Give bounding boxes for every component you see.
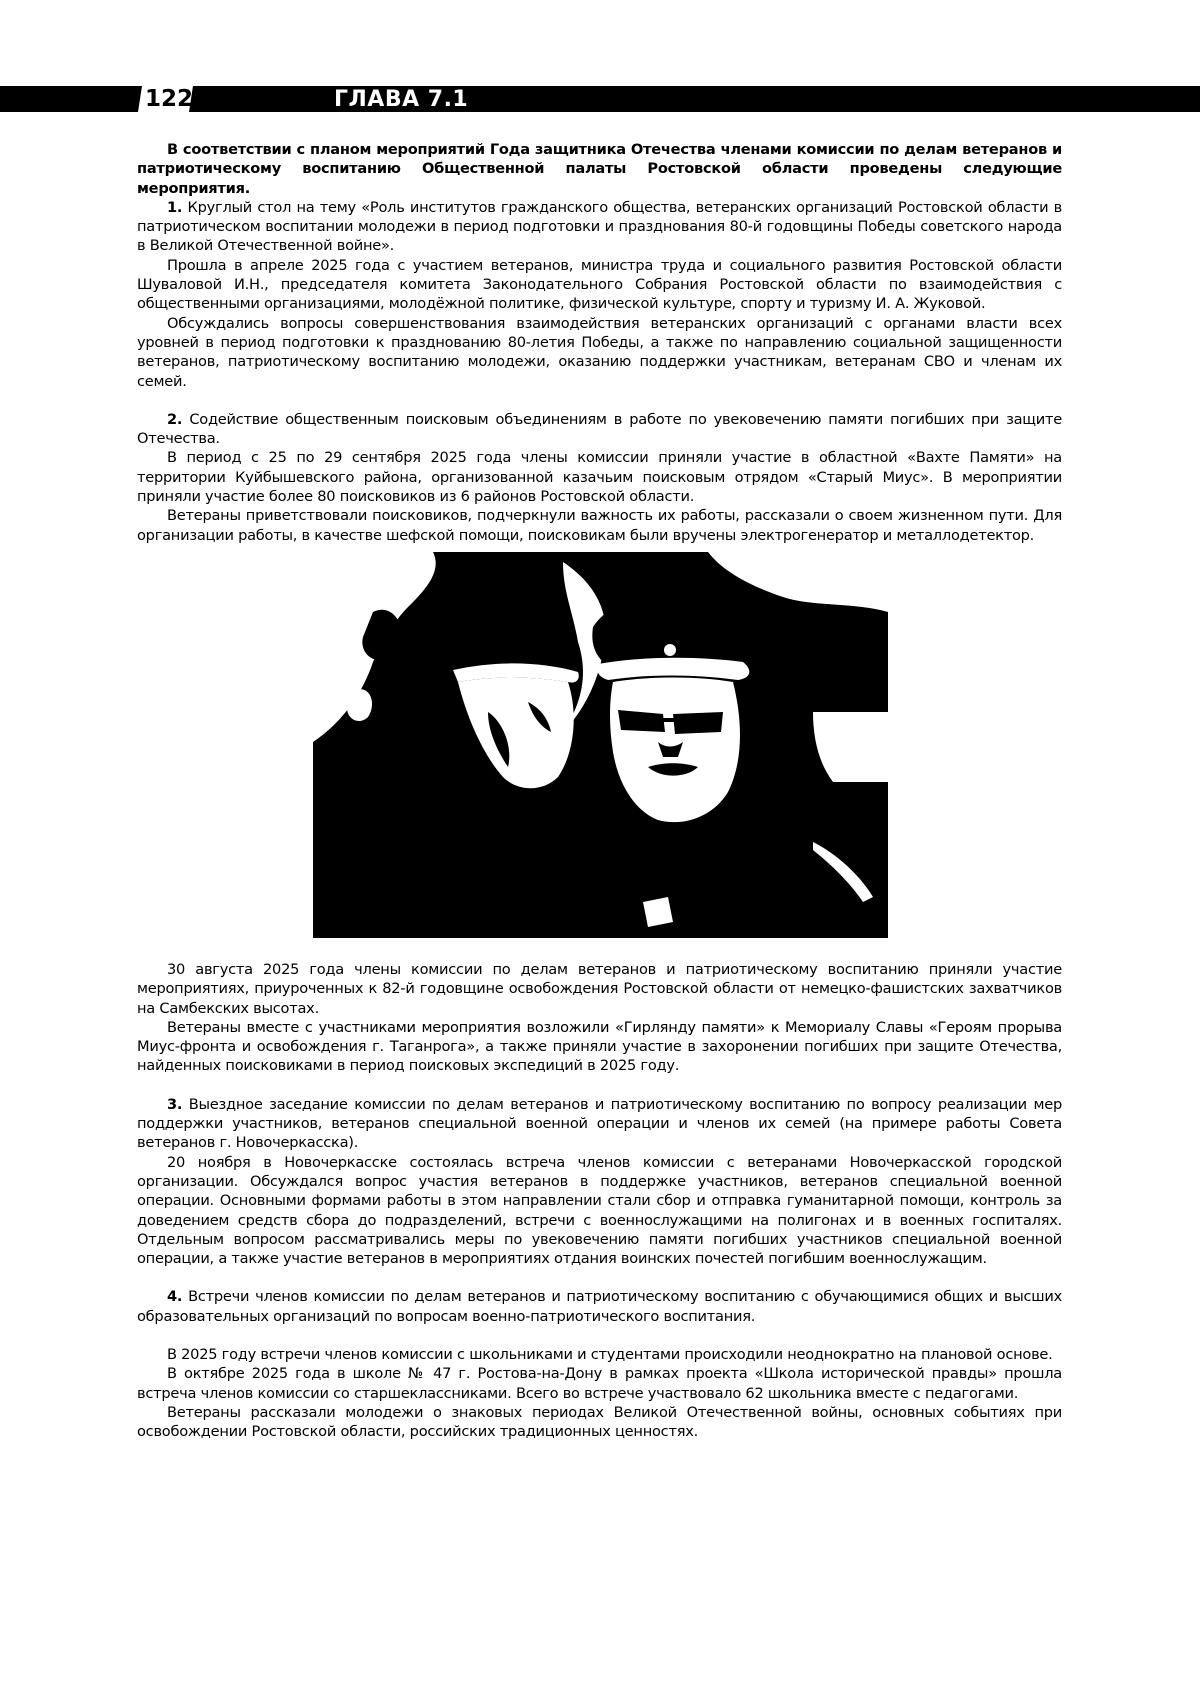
section-3-number: 3. xyxy=(167,1095,183,1113)
section-1-paragraph-1: Прошла в апреле 2025 года с участием ветеранов, министра труда и социального развития Ростовской области Шуваловой И.Н., председателя комитета Законодательного Собрания Ростовской области по взаимодействия с общественными организациями, молодёжной политике, физической культуре, спорту и туризму И. А. Жуковой. xyxy=(137,256,1062,313)
header-bar-left xyxy=(0,86,137,112)
section-4-title: Встречи членов комиссии по делам ветеранов и патриотическому воспитанию с обучающимися общих и высших образовательных организаций по вопросам военно-патриотического воспитания. xyxy=(137,1288,1062,1325)
section-3-heading xyxy=(137,1095,1062,1153)
section-1-paragraph-2: Обсуждались вопросы совершенствования взаимодействия ветеранских организаций с органами власти всех уровней в период подготовки к празднованию 80-летия Победы, а также по направлению социальной защищенности ветеранов, патриотическому воспитанию молодежи, оказанию поддержки участникам, ветеранам СВО и членам их семей. xyxy=(137,314,1062,390)
article-body xyxy=(137,140,1062,1441)
section-3-title: Выездное заседание комиссии по делам ветеранов и патриотическому воспитанию по вопросу реализации мер поддержки участников, ветеранов специальной военной операции и членов их семей (на примере работы Совета ветеранов г. Новочеркасска). xyxy=(137,1095,1062,1152)
photo-container xyxy=(137,552,1062,938)
section-2-title: Содействие общественным поисковым объединениям в работе по увековечению памяти погибших при защите Отечества. xyxy=(137,410,1062,448)
photo-veterans xyxy=(313,552,888,938)
section-2-number: 2. xyxy=(167,410,183,428)
section-4-number: 4. xyxy=(167,1288,183,1306)
section-4-heading xyxy=(137,1287,1062,1326)
section-2-heading xyxy=(137,410,1062,449)
section-2-paragraph-4: Ветераны вместе с участниками мероприятия возложили «Гирлянду памяти» к Мемориалу Славы «Героям прорыва Миус-фронта и освобождения г. Таганрога», а также приняли участие в захоронении погибших при защите Отечества, найденных поисковиками в период поисковых экспедиций в 2025 году. xyxy=(137,1018,1062,1075)
section-1-heading xyxy=(137,198,1062,256)
section-4-paragraph-1: В 2025 году встречи членов комиссии с школьниками и студентами происходили неоднократно на плановой основе. xyxy=(167,1345,1053,1363)
section-4-paragraph-2: В октябре 2025 года в школе № 47 г. Ростова-на-Дону в рамках проекта «Школа исторической правды» прошла встреча членов комиссии со старшеклассниками. Всего во встрече участвовало 62 школьника вместе с педагогами. xyxy=(137,1365,1062,1402)
section-2-paragraph-3: 30 августа 2025 года члены комиссии по делам ветеранов и патриотическому воспитанию приняли участие мероприятиях, приуроченных к 82-й годовщине освобождения Ростовской области от немецко-фашистских захватчиков на Самбекских высотах. xyxy=(137,960,1062,1017)
page-header xyxy=(0,86,1200,112)
section-1-number: 1. xyxy=(167,198,183,216)
section-2-paragraph-1: В период с 25 по 29 сентября 2025 года члены комиссии приняли участие в областной «Вахте Памяти» на территории Куйбышевского района, организованной казачьим поисковым отрядом «Старый Миус». В мероприятии приняли участие более 80 поисковиков из 6 районов Ростовской области. xyxy=(137,449,1062,506)
page-number: 122 xyxy=(145,86,194,112)
chapter-title: ГЛАВА 7.1 xyxy=(334,87,469,112)
section-2-paragraph-2: Ветераны приветствовали поисковиков, подчеркнули важность их работы, рассказали о своем жизненном пути. Для организации работы, в качестве шефской помощи, поисковикам были вручены электрогенератор и металлодетектор. xyxy=(137,507,1062,544)
section-4-paragraph-3: Ветераны рассказали молодежи о знаковых периодах Великой Отечественной войны, основных событиях при освобождении Ростовской области, российских традиционных ценностях. xyxy=(137,1403,1062,1441)
section-3-paragraph-1: 20 ноября в Новочеркасске состоялась встреча членов комиссии с ветеранами Новочеркасской городской организации. Обсуждался вопрос участия ветеранов в поддержке участников, ветеранов специальной военной операции. Основными формами работы в этом направлении стали сбор и отправка гуманитарной помощи, контроль за доведением средств сбора до подразделений, встречи с военнослужащими на полигонах и в военных госпиталях. Отдельным вопросом рассматривались меры по увековечению памяти погибших участников специальной военной операции, а также участие ветеранов в мероприятиях отдания воинских почестей погибшим военнослужащим. xyxy=(137,1153,1062,1268)
intro-paragraph: В соответствии с планом мероприятий Года защитника Отечества членами комиссии по делам ветеранов и патриотическому воспитанию Общественной палаты Ростовской области проведены следующие мероприятия. xyxy=(137,141,1062,197)
section-1-title: Круглый стол на тему «Роль институтов гражданского общества, ветеранских организаций Ростовской области в патриотическом воспитании молодежи в период подготовки и празднования 80-й годовщины Победы советского народа в Великой Отечественной войне». xyxy=(137,198,1062,255)
